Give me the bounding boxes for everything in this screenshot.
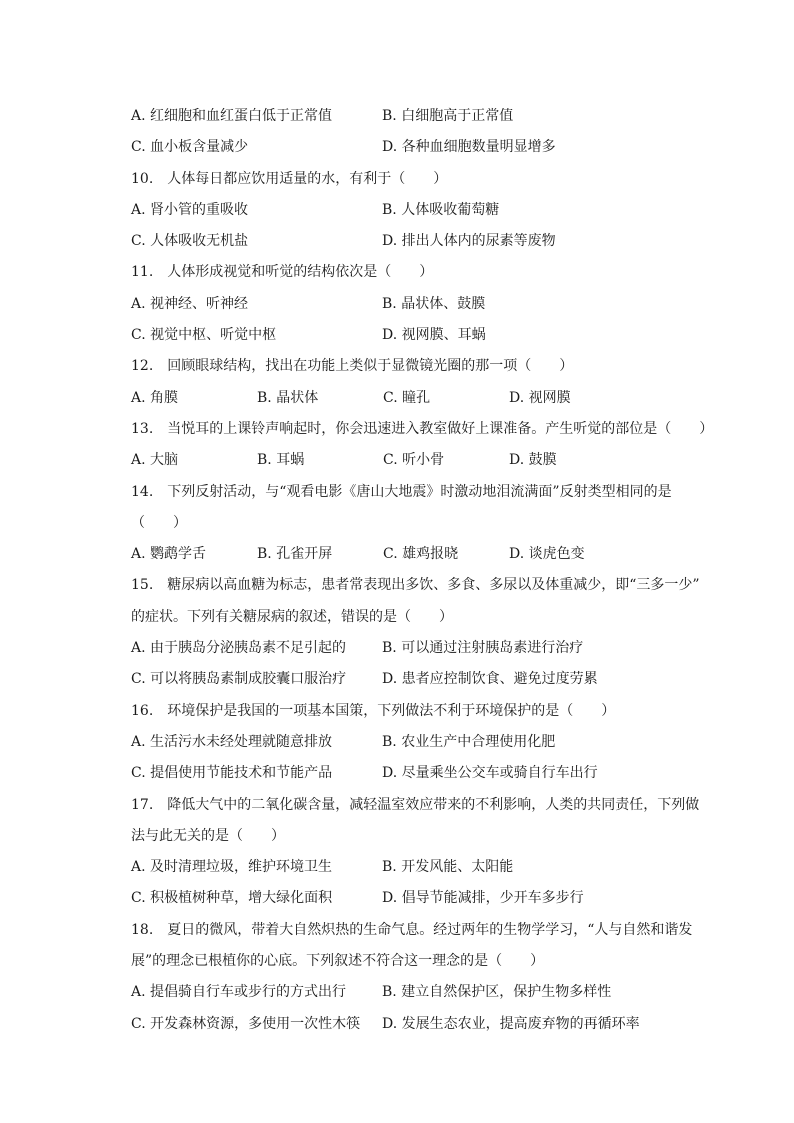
option-b: B. 可以通过注射胰岛素进行治疗 bbox=[382, 640, 584, 657]
option-a: C. 可以将胰岛素制成胶囊口服治疗 bbox=[131, 671, 347, 688]
options-row bbox=[131, 539, 711, 570]
options-row bbox=[131, 195, 711, 226]
option-d: D. 视网膜 bbox=[509, 389, 571, 406]
option-c: C. 听小骨 bbox=[383, 452, 445, 469]
option-b: B. 晶状体 bbox=[257, 389, 319, 406]
option-b: D. 尽量乘坐公交车或骑自行车出行 bbox=[382, 765, 598, 782]
option-c: C. 雄鸡报晓 bbox=[383, 546, 459, 563]
option-b: B. 人体吸收葡萄糖 bbox=[382, 201, 500, 218]
options-row bbox=[131, 852, 711, 883]
option-d: D. 谈虎色变 bbox=[509, 546, 585, 563]
question-text: 12. 回顾眼球结构，找出在功能上类似于显微镜光圈的那一项（ ） bbox=[131, 358, 574, 375]
option-b: D. 各种血细胞数量明显增多 bbox=[382, 139, 556, 156]
options-row bbox=[131, 633, 711, 664]
options-row bbox=[131, 727, 711, 758]
option-b: B. 耳蜗 bbox=[257, 452, 305, 469]
option-b: D. 排出人体内的尿素等废物 bbox=[382, 233, 556, 250]
options-row bbox=[131, 320, 711, 351]
option-a: A. 提倡骑自行车或步行的方式出行 bbox=[131, 984, 347, 1001]
options-row bbox=[131, 383, 711, 414]
option-b: D. 视网膜、耳蜗 bbox=[382, 327, 486, 344]
option-b: B. 孔雀开屏 bbox=[257, 546, 333, 563]
option-b: B. 农业生产中合理使用化肥 bbox=[382, 733, 556, 750]
question-text: 法与此无关的是（ ） bbox=[131, 827, 285, 844]
options-row bbox=[131, 445, 711, 476]
option-a: C. 提倡使用节能技术和节能产品 bbox=[131, 765, 333, 782]
option-b: B. 建立自然保护区，保护生物多样性 bbox=[382, 984, 612, 1001]
options-row bbox=[131, 132, 711, 163]
options-row bbox=[131, 883, 711, 914]
question-text: 16. 环境保护是我国的一项基本国策，下列做法不利于环境保护的是（ ） bbox=[131, 702, 616, 719]
options-row bbox=[131, 1009, 711, 1040]
question-text: （ ） bbox=[131, 514, 187, 531]
option-a: C. 血小板含量减少 bbox=[131, 139, 249, 156]
option-a: C. 开发森林资源，多使用一次性木筷 bbox=[131, 1015, 361, 1032]
option-b: D. 倡导节能减排，少开车多步行 bbox=[382, 890, 584, 907]
option-a: A. 生活污水未经处理就随意排放 bbox=[131, 733, 333, 750]
question-text: 15. 糖尿病以高血糖为标志，患者常表现出多饮、多食、多尿以及体重减少，即“三多一少” bbox=[131, 577, 700, 594]
question-text: 展”的理念已根植你的心底。下列叙述不符合这一理念的是（ ） bbox=[131, 953, 545, 970]
question-text: 14. 下列反射活动，与“观看电影《唐山大地震》时激动地泪流满面”反射类型相同的是 bbox=[131, 483, 672, 500]
question-text: 11. 人体形成视觉和听觉的结构依次是（ ） bbox=[131, 264, 434, 281]
option-a: A. 红细胞和血红蛋白低于正常值 bbox=[131, 108, 333, 124]
question-text: 的症状。下列有关糖尿病的叙述，错误的是（ ） bbox=[131, 608, 453, 625]
option-b: B. 白细胞高于正常值 bbox=[382, 108, 514, 124]
question-text: 17. 降低大气中的二氧化碳含量，减轻温室效应带来的不利影响，人类的共同责任，下列做 bbox=[131, 796, 700, 813]
option-a: A. 及时清理垃圾，维护环境卫生 bbox=[131, 859, 333, 876]
options-row bbox=[131, 664, 711, 695]
option-a: A. 大脑 bbox=[131, 452, 179, 469]
question-text: 10. 人体每日都应饮用适量的水，有利于（ ） bbox=[131, 170, 448, 187]
option-a: C. 人体吸收无机盐 bbox=[131, 233, 249, 250]
option-c: C. 瞳孔 bbox=[383, 389, 431, 406]
options-row bbox=[131, 289, 711, 320]
option-b: B. 晶状体、鼓膜 bbox=[382, 295, 486, 312]
option-b: D. 患者应控制饮食、避免过度劳累 bbox=[382, 671, 598, 688]
option-a: A. 肾小管的重吸收 bbox=[131, 201, 249, 218]
option-a: A. 视神经、听神经 bbox=[131, 295, 249, 312]
option-a: A. 角膜 bbox=[131, 389, 179, 406]
option-b: D. 发展生态农业，提高废弃物的再循环率 bbox=[382, 1015, 640, 1032]
options-row bbox=[131, 226, 711, 257]
question-list bbox=[131, 101, 714, 1040]
option-a: C. 积极植树种草，增大绿化面积 bbox=[131, 890, 333, 907]
question-text: 13. 当悦耳的上课铃声响起时，你会迅速进入教室做好上课准备。产生听觉的部位是（ ） bbox=[131, 420, 714, 437]
option-b: B. 开发风能、太阳能 bbox=[382, 859, 514, 876]
option-d: D. 鼓膜 bbox=[509, 452, 557, 469]
option-a: A. 由于胰岛分泌胰岛素不足引起的 bbox=[131, 640, 347, 657]
options-row bbox=[131, 977, 711, 1008]
question-text: 18. 夏日的微风，带着大自然炽热的生命气息。经过两年的生物学学习，“人与自然和谐发 bbox=[131, 921, 693, 938]
options-row bbox=[131, 758, 711, 789]
option-a: A. 鹦鹉学舌 bbox=[131, 546, 207, 563]
option-a: C. 视觉中枢、听觉中枢 bbox=[131, 327, 277, 344]
options-row bbox=[131, 101, 711, 132]
